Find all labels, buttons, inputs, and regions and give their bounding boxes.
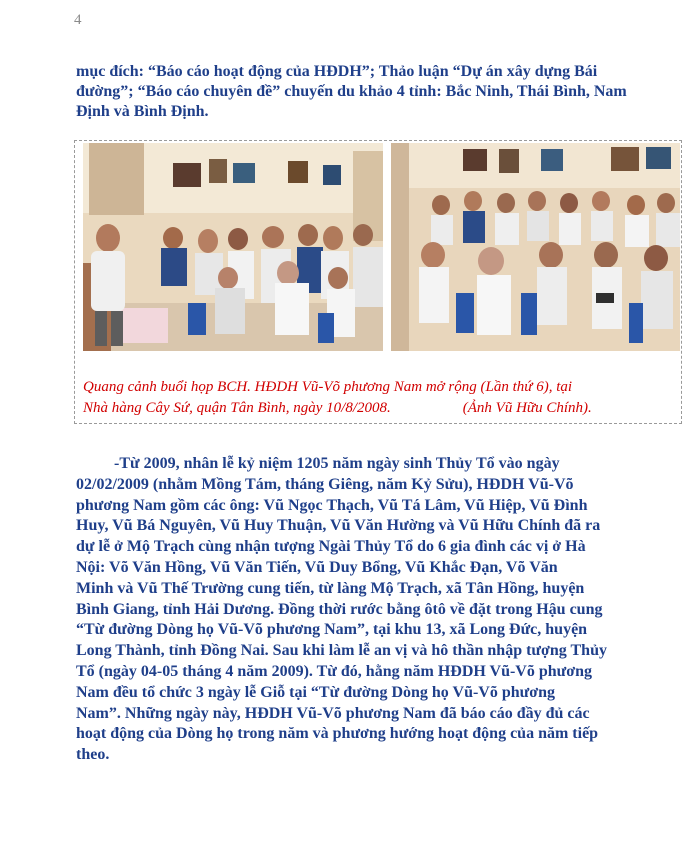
page-number: 4 <box>74 12 82 28</box>
meeting-photo-left <box>83 143 383 351</box>
intro-paragraph: mục đích: “Báo cáo hoạt động của HĐDH”; Thảo luận “Dự án xây dựng Bái đường”; “Báo cáo chuyên đề” chuyến du khảo 4 tỉnh: Bắc Ninh, Thái Bình, Nam Định và Bình Định. <box>76 63 627 120</box>
body-paragraph: -Từ 2009, nhân lễ kỷ niệm 1205 năm ngày sinh Thủy Tổ vào ngày 02/02/2009 (nhằm Mồng Tám, tháng Giêng, năm Kỷ Sửu), HĐDH Vũ-Võ phương Nam gồm các ông: Vũ Ngọc Thạch, Vũ Tá Lâm, Vũ Hiệp, Vũ Đình Huy, Vũ Bá Nguyên, Vũ Huy Thuận, Vũ Văn Hường và Vũ Hữu Chính đã ra dự lễ ở Mộ Trạch cùng nhận tượng Ngài Thủy Tổ do 6 gia đình các vị ở Hà Nội: Võ Văn Hồng, Vũ Văn Tiến, Vũ Duy Bổng, Vũ Khắc Đạn, Võ Văn Minh và Vũ Thế Trường cung tiến, từ làng Mộ Trạch, xã Tân Hồng, huyện Bình Giang, tỉnh Hải Dương. Đồng thời rước bằng ôtô về đặt trong Hậu cung “Từ đường Dòng họ Vũ-Võ phương Nam”, tại khu 13, xã Long Đức, huyện Long Thành, tỉnh Đồng Nai. Sau khi làm lễ an vị và hô thần nhập tượng Thủy Tổ (ngày 04-05 tháng 4 năm 2009). Từ đó, hằng năm HĐDH Vũ-Võ phương Nam đều tổ chức 3 ngày lễ Giỗ tại “Từ đường Dòng họ Vũ-Võ phương Nam”. Những ngày này, HĐDH Vũ-Võ phương Nam đã báo cáo đầy đủ các hoạt động của Dòng họ trong năm và phương hướng hoạt động của năm tiếp theo. <box>76 455 607 764</box>
caption-line-2 <box>83 398 675 419</box>
caption-line-1: Quang cảnh buổi họp BCH. HĐDH Vũ-Võ phương Nam mở rộng (Lần thứ 6), tại <box>83 379 573 395</box>
photo-credit: (Ảnh Vũ Hữu Chính). <box>462 400 592 416</box>
meeting-photo-right <box>391 143 680 351</box>
photo-caption <box>83 377 675 419</box>
meeting-photo-right-image <box>391 143 680 351</box>
photo-figure <box>74 140 682 424</box>
meeting-photo-left-image <box>83 143 383 351</box>
caption-line-2-text: Nhà hàng Cây Sứ, quận Tân Bình, ngày 10/8/2008. <box>83 400 391 416</box>
